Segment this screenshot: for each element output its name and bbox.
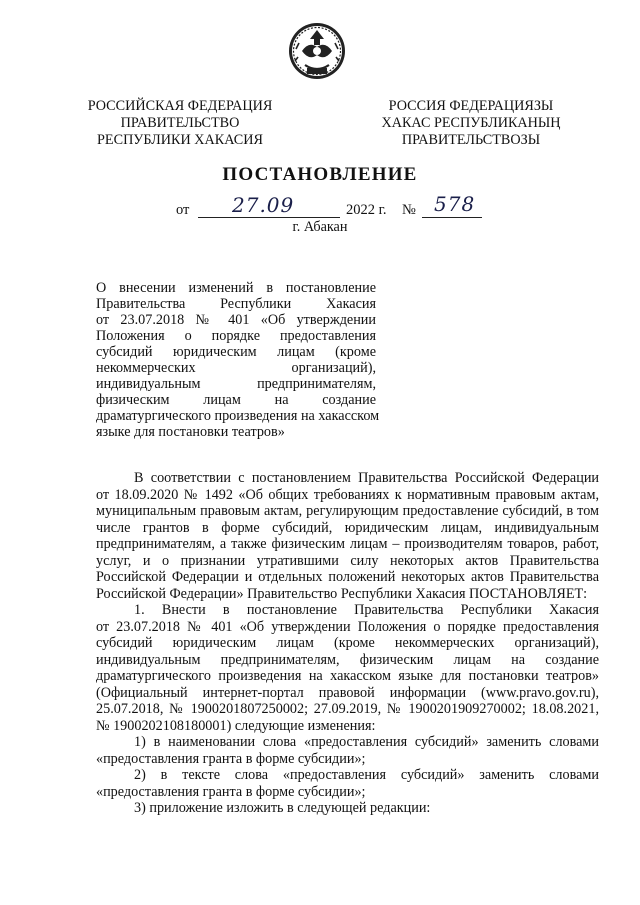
- subject-line: Положения о порядке предоставления: [96, 328, 376, 344]
- body-line: 2) в тексте слова «предоставления субсидий» заменить словами: [134, 767, 599, 783]
- subject-line: субсидий юридическим лицам (кроме: [96, 344, 376, 360]
- body-line: «предоставления гранта в форме субсидии»;: [96, 750, 366, 767]
- header-left-line: РОССИЙСКАЯ ФЕДЕРАЦИЯ: [87, 98, 273, 114]
- date-number-line: [176, 192, 486, 221]
- number-label: №: [402, 202, 416, 218]
- subject-line: языке для постановки театров»: [96, 424, 285, 440]
- body-line: от 23.07.2018 № 401 «Об утверждении Положения о порядке предоставления: [96, 618, 599, 635]
- document-body: [96, 470, 599, 817]
- city-line: г. Абакан: [292, 219, 348, 235]
- body-line: субсидий юридическим лицам (кроме некоммерческих организаций),: [96, 635, 599, 651]
- body-line: № 1900202108180001) следующие изменения:: [96, 717, 376, 734]
- date-underline: [198, 217, 340, 218]
- body-line: числе грантов в форме субсидий, юридическим лицам, индивидуальным: [96, 519, 599, 536]
- body-line: 25.07.2018, № 1900201807250002; 27.09.2019, № 1900201909270002; 18.08.2021,: [96, 701, 599, 717]
- subject-line: Правительства Республики Хакасия: [96, 296, 376, 312]
- date-prefix: от: [176, 202, 190, 218]
- body-line: В соответствии с постановлением Правительства Российской Федерации: [134, 470, 599, 486]
- subject-line: от 23.07.2018 № 401 «Об утверждении: [96, 312, 376, 328]
- republic-coat-of-arms-icon: [287, 21, 347, 83]
- header-left-line: РЕСПУБЛИКИ ХАКАСИЯ: [97, 132, 263, 148]
- body-line: услуг, и о признании утратившими силу некоторых актов Правительства: [96, 552, 599, 569]
- body-line: Российской Федерации и отдельных положений некоторых актов Правительства: [96, 569, 599, 585]
- date-year: 2022 г.: [346, 202, 387, 218]
- header-left-block: [68, 98, 292, 149]
- subject-line: индивидуальным предпринимателям,: [96, 376, 376, 392]
- body-line: от 18.09.2020 № 1492 «Об общих требованиях к нормативным правовым актам,: [96, 486, 599, 503]
- body-line: предпринимателям, а также физическим лицам – производителям товаров, работ,: [96, 536, 599, 552]
- header-right-line: РОССИЯ ФЕДЕРАЦИЯЗЫ: [388, 98, 554, 114]
- header-left-line: ПРАВИТЕЛЬСТВО: [120, 115, 240, 131]
- handwritten-date: 27.09: [232, 193, 295, 217]
- body-line: 1) в наименовании слова «предоставления субсидий» заменить словами: [134, 734, 599, 750]
- body-line: драматургического произведения на хакасском языке для постановки театров»: [96, 668, 599, 684]
- handwritten-number: 578: [434, 192, 476, 216]
- body-line: индивидуальным предпринимателям, физическим лицам на создание: [96, 651, 599, 668]
- body-line: Российской Федерации» Правительство Республики Хакасия ПОСТАНОВЛЯЕТ:: [96, 585, 588, 602]
- body-line: 1. Внести в постановление Правительства Республики Хакасия: [134, 602, 599, 618]
- body-line: муниципальным правовым актам, регулирующим предоставление субсидий, в том: [96, 503, 599, 519]
- document-subject: [96, 280, 380, 440]
- header-right-block: [360, 98, 582, 149]
- number-underline: [422, 217, 482, 218]
- subject-line: некоммерческих организаций),: [96, 360, 376, 376]
- body-line: 3) приложение изложить в следующей редакции:: [134, 800, 431, 816]
- subject-line: физическим лицам на создание: [96, 392, 376, 408]
- document-title: ПОСТАНОВЛЕНИЕ: [222, 164, 418, 185]
- subject-line: драматургического произведения на хакасском: [96, 408, 380, 424]
- body-line: «предоставления гранта в форме субсидии»;: [96, 783, 366, 800]
- body-line: (Официальный интернет-портал правовой информации (www.pravo.gov.ru),: [96, 684, 599, 701]
- subject-line: О внесении изменений в постановление: [96, 280, 376, 296]
- header-right-line: ПРАВИТЕЛЬСТВОЗЫ: [401, 132, 541, 148]
- header-right-line: ХАКАС РЕСПУБЛИКАНЫҢ: [381, 115, 561, 131]
